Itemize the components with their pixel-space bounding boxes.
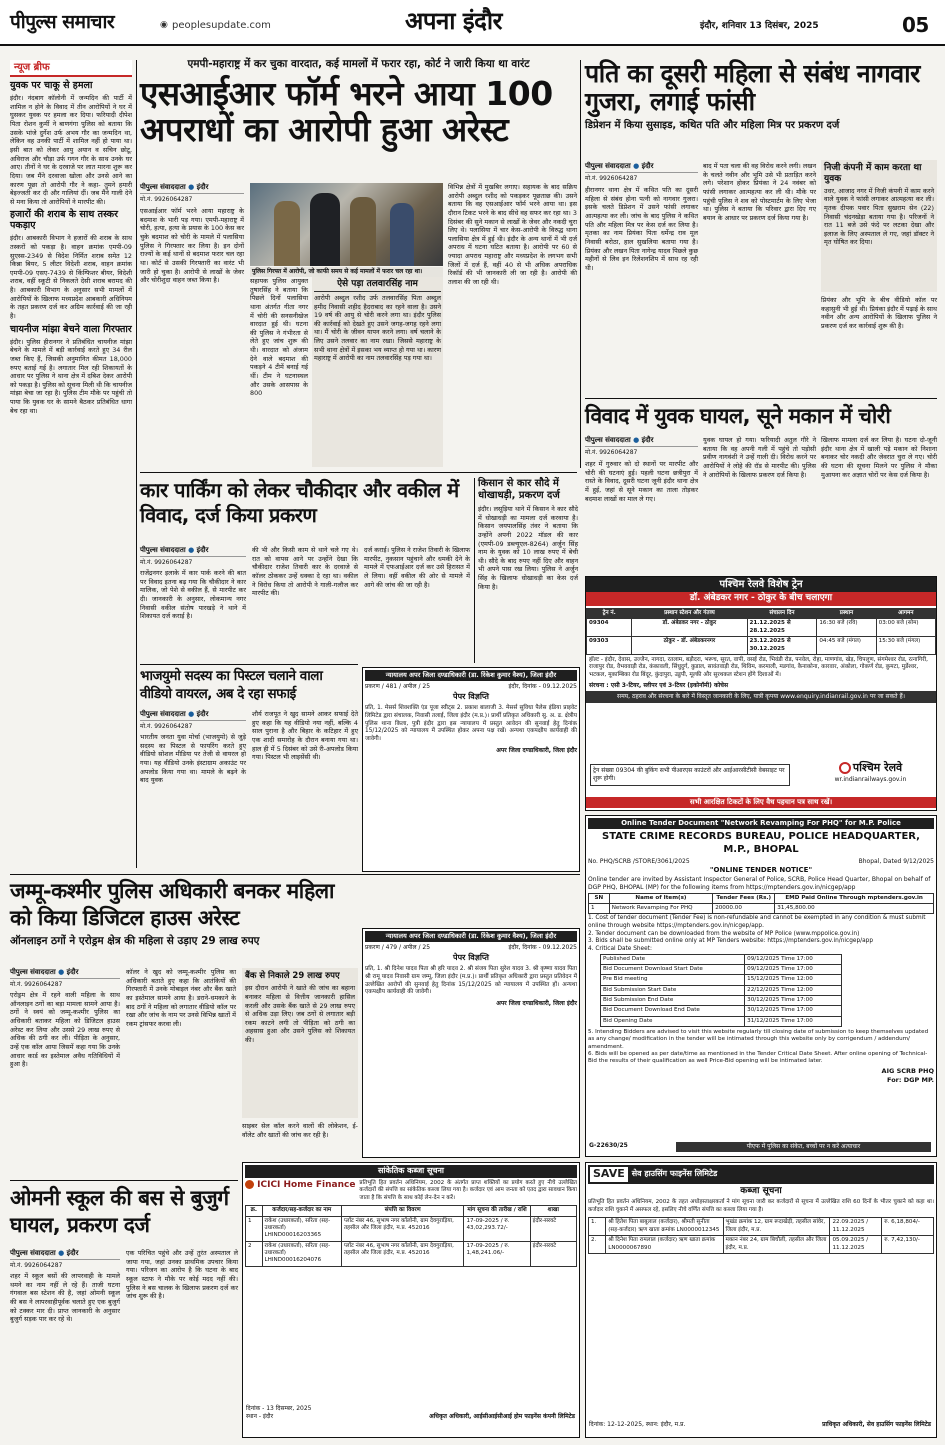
- bus-story: [10, 1185, 241, 1437]
- suicide-headline: पति का दूसरी महिला से संबंध नागवार गुजरा, लगाई फांसी: [585, 59, 920, 116]
- bjym-headline: भाजयुमो सदस्य का पिस्टल चलाने वाला वीडियो वायरल, अब दे रहा सफाई: [140, 668, 323, 702]
- lead-photo-caption: पुलिस गिरफ्त में आरोपी, जो काफी समय से कई मामलों में फरार चल रहा था।: [250, 267, 443, 277]
- parking-col-1: पीपुल्स संवाददाता ● इंदौर मो.नं. 9926064287 राजेंद्रनगर इलाके में कार पार्क करने की बात पर विवाद इतना बढ़ गया कि चौकीदार ने कार मालिक, जो पेशे से वकील हैं, से मारपीट कर दी। जानकारी के अनुसार, लोकमान्य नगर निवासी वकील संतोष पारखड़े ने थाने में शिकायत दर्ज कराई है।: [140, 546, 249, 621]
- tender-code: G-22630/25: [589, 1142, 628, 1149]
- lead-col-3: विभिन्न क्षेत्रों में मुखबिर लगाए। सहायक के बाद सक्रिय आरोपी अब्दुल रशीद को पकड़कर पूछताछ की। उसने बताया कि वह एसआईआर फॉर्म भरने आया था। इस दौरान टिकट भरने के बाद सीधे वह सफर कर रहा था। 3 दिसंबर की सुने मकान से लाखों के जेवर और नकदी चुरा लिए थे। पलासिया में चार केस-आरोपी के विरुद्ध थाना पलासिया क्षेत्र में हुई थी। इंदौर के अन्य थानों में भी दर्ज अपराध में घटना घटित बताया है। आरोपी पर 60 से ज्यादा अपराध महाराष्ट्र और मध्यप्रदेश के लगभग सभी जिलों में दर्ज हैं, वहीं 40 से भी अधिक अपराधिक रिकॉर्ड की भी जानकारी ली जा रही है। आरोपी की तलाश की जा रही थी।: [448, 183, 580, 287]
- dispute-col-2: युवक घायल हो गया। फरियादी अतुल गौरे ने बताया कि वह अपनी गली में पहुंचे तो पड़ोसी प्रवीण नागवंशी ने उन्हें गाली दी। विरोध करने पर आरोपियों ने लोहे की रॉड से मारपीट की। पुलिस ने आरोपियों के खिलाफ प्रकरण दर्ज किया है।: [703, 436, 819, 479]
- railway-website: समय, ठहराव और संरचना के बारे में विस्तृत जानकारी के लिए, यात्री कृपया www.enquiry.indianrail.gov.in पर जा सकते हैं।: [586, 691, 936, 703]
- suicide-story: [585, 59, 940, 395]
- suicide-col-2: बाद में पता चला की वह विरोध करने लगी। लखन के चलते नवीन और भूमि उसे भी प्रताड़ित करने लगे। परेशान होकर प्रियंका ने 24 नवंबर को फांसी लगाकर आत्महत्या कर ली थी। मौके पर पहुंची पुलिस ने शव को पोस्टमार्टम के लिए भेजा था। पुलिस ने बताया कि परिवार द्वारा दिए गए बयान के आधार पर प्रकरण दर्ज किया गया है।: [703, 162, 819, 222]
- parking-headline: कार पार्किंग को लेकर चौकीदार और वकील में विवाद, दर्ज किया प्रकरण: [140, 478, 459, 527]
- dispute-col-1: पीपुल्स संवाददाता ● इंदौर मो.नं. 9926064287 शहर में गुरुवार को दो स्थानों पर मारपीट और चोरी की घटनाएं हुई। पहली घटना छत्रीपुरा में रास्ते के विवाद, दूसरी घटना जूनी इंदौर थाना क्षेत्र में हुई, जहां से सूने मकान का ताला तोड़कर बदमाश लाखों का माल ले गए।: [585, 436, 701, 503]
- lead-story: [140, 58, 580, 468]
- railway-ad: [585, 576, 937, 811]
- save-logo: SAVE: [590, 1167, 628, 1182]
- table-row: 1 Network Revamping For PHQ 20000.00 31,45,800.00: [589, 903, 934, 913]
- court-1-case: प्रकरण / 481 / अपील / 25: [365, 682, 431, 690]
- lead-kicker: एमपी-महाराष्ट्र में कर चुका वारदात, कई मामलों में फरार रहा, कोर्ट ने जारी किया था वारंट: [187, 58, 530, 70]
- table-row: 1. श्री हितेश पिता बाबूलाल (कर्जदार), श्रीमती सुनीता (सह-कर्जदार) ऋण खाता क्रमांक LN0000012345 भूखंड क्रमांक 12, ग्राम रूदाखेड़ी, तहसील सांवेर, जिला इंदौर, म.प्र. 22.09.2025 / 11.12.2025 रु. 6,18,804/-: [589, 1218, 934, 1236]
- tender-notice: [585, 815, 937, 1157]
- save-sign: प्राधिकृत अधिकारी, सेव हाउसिंग फाइनेंस लिमिटेड: [822, 1421, 931, 1428]
- court-notice-2: [362, 928, 580, 1158]
- table-row: Published Date 09/12/2025 Time 17:00: [601, 954, 842, 964]
- tender-sign: AIG SCRB PHQ For: DGP MP.: [881, 1067, 934, 1085]
- kashmir-col-3: साइबर सेल कॉल करने वालों की लोकेशन, ई-वॉलेट और खातों की जांच कर रही है।: [242, 1122, 358, 1139]
- court-2-body: प्रति, 1. श्री दिनेश यादव पिता श्री हरि यादव 2. श्री संजय पिता सुरेश यादव 3. श्री कृष्णा यादव पिता श्री रामू यादव निवासी ग्राम जम्मू, जिला इंदौर (म.प्र.)। प्रार्थी प्रतिकृत अधिकारी द्वारा प्रस्तुत प्रतिवेदन में उल्लेखित आरोपों की सुनवाई हेतु दिनांक 15/12/2025 को न्यायालय में उपस्थित हों। अन्यथा एकपक्षीय कार्यवाही की जावेगी।: [365, 966, 579, 996]
- railway-brand: पश्चिम रेलवे wr.indianrailways.gov.in: [834, 761, 907, 783]
- website-url: peoplesupdate.com: [172, 20, 271, 31]
- court-1-sign: अपर जिला दण्डाधिकारी, जिला इंदौर: [496, 747, 577, 755]
- bus-col-2: एक परिचित पहुंचे और उन्हें तुरंत अस्पताल ले जाया गया, जहां उनका प्राथमिक उपचार किया गया। परिजन का आरोप है कि घटना के बाद स्कूल स्टाफ ने मौके पर कोई मदद नहीं की। पुलिस ने बस चालक के खिलाफ प्रकरण दर्ज कर जांच शुरू की है।: [126, 1249, 241, 1301]
- tender-dates-table: [600, 954, 842, 1028]
- dispute-headline: विवाद में युवक घायल, सूने मकान में चोरी: [585, 404, 891, 428]
- tender-date: Bhopal, Dated 9/12/2025: [858, 857, 934, 865]
- lead-sidebar-body: आरोपी अब्दुल रशीद उर्फ तलवारसिंह पिता अब्दुल हमीद निवासी शहीद हैदराबाद का रहने वाला है। उसने 19 वर्ष की आयु से चोरी करने लगा था। इंदौर पुलिस की कार्रवाई को देखते हुए उसने जगह-जगह रहने लगा था। मैं चोरी के जीवन यापन करने लगा। वर्ष चलाने के लिए उसने तलवार का नाम रखा। जिससे महाराष्ट्र के सभी थाना क्षेत्रों में इसका भय व्याप्त हो गया था। कारण महाराष्ट्र में आरोपी का नाम तलवारसिंह पड़ गया था।: [314, 293, 444, 363]
- railway-note: ट्रेन संख्या 09304 की बुकिंग सभी पीआरएस काउंटरों और आईआरसीटीसी वेबसाइट पर शुरू होगी।: [590, 764, 790, 786]
- table-row: Bid Document Download End Date 30/12/2025 Time 17:00: [601, 1006, 842, 1016]
- brief-body-3: इंदौर। पुलिस हीरानगर ने प्रतिबंधित चायनीज मांझा बेचने के मामले में बड़ी कार्रवाई करते हुए 34 रील जब्त किए हैं, जिसकी अनुमानित कीमत 18,000 रुपए बताई गई है। लगातार मिल रही शिकायतों के आधार पर पुलिस ने थाना क्षेत्र में दबिश देकर आरोपी को पकड़ा है। पुलिस को सूचना मिली थी कि चायनीज मांझा बेचा जा रहा है। पुलिस टीम मौके पर पहुंची तो पाया कि युवक घर के सामने बैठकर प्रतिबंधित धागा बेच रहा था।: [10, 337, 135, 415]
- lead-sidebar-title: ऐसे पड़ा तलवारसिंह नाम: [314, 279, 441, 292]
- tender-intro: Online tender are invited by Assistant Inspector General of Police, SCRB, Police Head Quarter, Bhopal on behalf of DGP PHQ, BHOPAL (MP) for the following items from https://mptenders.gov.in/nicgep/app: [588, 875, 931, 891]
- icici-notice: [242, 1162, 580, 1438]
- table-row: Bid Submission End Date 30/12/2025 Time 17:00: [601, 996, 842, 1006]
- tender-slogan: पीएफ में पुलिस का संकेत, बच्चों पर न करें अत्याचार: [676, 1142, 931, 1152]
- icici-sign: अधिकृत अधिकारी, आईसीआईसीआई होम फाइनेंस कंपनी लिमिटेड: [429, 1413, 575, 1420]
- kashmir-story: [10, 878, 358, 1178]
- dispute-story: [585, 404, 940, 572]
- dispute-col-3: खिलाफ मामला दर्ज कर लिया है। घटना दो-जूनी इंदौर थाना क्षेत्र में खाली पड़े मकान को निशाना बनाकर चोर नकदी और जेवरात चुरा ले गए। चोरी की घटना की सूचना मिलने पर पुलिस ने मौका मुआयना कर अज्ञात चोरों पर केस दर्ज किया है।: [821, 436, 940, 479]
- tender-org: STATE CRIME RECORDS BUREAU, POLICE HEADQUARTER, M.P., BHOPAL: [602, 831, 920, 856]
- kashmir-headline: जम्मू-कश्मीर पुलिस अधिकारी बनकर महिला को किया डिजिटल हाउस अरेस्ट: [10, 879, 334, 931]
- table-row: Bid Document Download Start Date 09/12/2025 Time 17:00: [601, 964, 842, 974]
- icici-table: क्र. कर्जदार/सह-कर्जदार का नाम संपत्ति का विवरण मांग सूचना की तारीख / राशि शाखा 1 राकेश (उधारकर्ता), सरिता (सह-उधारकर्ता) LHIND00016203365 प्लॉट नंबर 46, सुभाष नगर कॉलोनी, ग्राम देवगुराड़िया, तहसील और जिला इंदौर, म.प्र. 452016 17-09-2025 / रु. 43,02,293.72/- इंदौर-सरवटे 2 राकेश (उधारकर्ता), सरिता (सह-उधारकर्ता) LHIND00016204076 प्लॉट नंबर 46, सुभाष नगर कॉलोनी, ग्राम देवगुराड़िया, तहसील और जिला इंदौर, म.प्र. 452016 17-09-2025 / रु. 1,48,241.06/- इंदौर-सरवटे: [245, 1205, 577, 1267]
- parking-story: [140, 478, 473, 658]
- lead-contact: मो.नं. 9926064287: [140, 196, 193, 204]
- table-row: 2. श्री दिनेश पिता रामलाल (कर्जदार) ऋण खाता क्रमांक LN0000067890 मकान नंबर 24, ग्राम बिचौली, तहसील और जिला इंदौर, म.प्र. 05.09.2025 / 11.12.2025 रु. 7,42,130/-: [589, 1236, 934, 1254]
- save-notice: [585, 1162, 937, 1438]
- kashmir-sidebar-body: इस दौरान आरोपी ने खाते की जांच का बहाना बनाकर महिला से वित्तीय जानकारी हासिल करली और उसके बैंक खाते से 29 लाख रुपए से अधिक उड़ा लिए। जब ठगों से लगातार बड़ी रकम काटने लगी तो पीड़िता को ठगी का अहसास हुआ और उसने पुलिस को शिकायत की।: [245, 984, 358, 1045]
- court-1-body: प्रति, 1. मेसर्स शिवशक्ति एंड पूजा स्वीट्स 2. प्रकाश बालाजी 3. मेसर्स सुविधा पैलेस इंडिया प्राइवेट लिमिटेड द्वारा संचालक, निवासी तलाई, जिला इंदौर (म.प्र.)। प्रार्थी प्रतिकृत अधिकारी सु. अ. ढ. क्षेत्रीय पुलिस थाना किला, पुत्री इंदौर द्वारा इस न्यायालय में प्रस्तुत आवेदन की सुनवाई हेतु दिनांक 15/12/2025 को न्यायालय में उपस्थित होकर अपना पक्ष रखें। अन्यथा एकपक्षीय कार्यवाही की जावेगी।: [365, 705, 579, 743]
- save-company: सेव हाउसिंग फाइनेंस लिमिटेड: [631, 1168, 718, 1178]
- kashmir-sidebar-title: बैंक से निकाले 29 लाख रुपए: [245, 971, 340, 981]
- railway-composition: संरचना : एसी 3-टियर, स्लीपर एवं 3-टियर (इकोनॉमी) कोचेस: [589, 681, 728, 689]
- suicide-sidebar-body: उधर, आजाद नगर में निजी कंपनी में काम करने वाले युवक ने फांसी लगाकर आत्महत्या कर ली। मृतक दीपक पवार पिता सुखराम सेन (22) निवासी चंदनखेड़ा बताया गया है। परिजनों ने रात 11 बजे उसे फंदे पर लटका देखा और इलाज के लिए अस्पताल ले गए, जहां डॉक्टर ने मृत घोषित कर दिया।: [824, 186, 937, 247]
- parking-col-2: की भी और किसी काम से थाने चले गए थे। रात को वापस आने पर उन्होंने देखा कि चौकीदार राजेश तिवारी कार के दरवाजे से कॉलर ठोककर उन्हें धक्का दे रहा था। वकील ने विरोध किया तो आरोपी ने गाली-गलौज कर मारपीट की।: [252, 546, 361, 598]
- icici-footer: दिनांक - 13 दिसम्बर, 2025 स्थान - इंदौर: [246, 1405, 312, 1420]
- railway-title: पश्चिम रेलवे विशेष ट्रेन: [586, 577, 936, 592]
- suicide-byline: पीपुल्स संवाददाता ● इंदौर: [585, 162, 698, 173]
- lead-col-1: [140, 183, 247, 468]
- court-1-header: न्यायालय अपर जिला दण्डाधिकारी (डा. रिंकेश कुमार वैश्य), जिला इंदौर: [365, 670, 577, 681]
- brief-headline-2: हजारों की शराब के साथ तस्कर पकड़ाए: [10, 209, 118, 232]
- icici-logo: ICICI Home Finance: [245, 1180, 355, 1203]
- bus-col-1: पीपुल्स संवाददाता ● इंदौर मो.नं. 9926064287 शहर में स्कूल बसों की लापरवाही के मामले थमने का नाम नहीं ले रहे हैं। ताजी घटना गंगवाल बस स्टेशन की है, जहां ओमनी स्कूल की बस ने लापरवाहीपूर्वक चलाते हुए एक बुजुर्ग को टक्कर मार दी। प्राप्त जानकारी के अनुसार बुजुर्ग सड़क पार कर रहे थे।: [10, 1249, 123, 1324]
- suicide-sidebar-title: निजी कंपनी में काम करता था युवक: [824, 163, 922, 184]
- railway-halts: हॉल्ट - इंदौर, देवास, उज्जैन, नागदा, रतलाम, बड़ौदरा, भरूच, सूरत, वापी, वसई रोड, भिवंडी रोड, पनवेल, रोहा, माणगांव, खेड़, चिपलूण, संगमेश्वर रोड, रत्नागिरी, राजापुर रोड, वैभववाड़ी रोड, कंकावली, सिंधुदुर्ग, कुडाल, सावंतवाड़ी रोड, थिविम, करमाली, मडगांव, कैनाकोना, कारवार, अंकोला, गोकर्ण रोड, कुमटा, मुर्डेश्वर, भटकल, मूकाम्बिका रोड बिंदूर, कुंदापुरा, उडुपी, मूल्की और सुरथकल स्टेशन होंगे दिशाओं में।: [589, 656, 928, 678]
- court-2-sign: अपर जिला दण्डाधिकारी, जिला इंदौर: [496, 1000, 577, 1008]
- kashmir-col-2: कॉलर ने खुद को जम्मू-कश्मीर पुलिस का अधिकारी बताते हुए कहा कि आतंकियों की गिरफ्तारी में उनके मोबाइल नंबर और बैंक खाते का इस्तेमाल सामने आया है। डराने-धमकाने के बाद ठगों ने महिला को लगातार वीडियो कॉल पर रखा और जांच के नाम पर उनसे विभिन्न खातों में रकम ट्रांसफर करवा ली।: [126, 968, 239, 1028]
- icici-logo-icon: [245, 1180, 254, 1189]
- tender-banner: Online Tender Document "Network Revamping For PHQ" for M.P. Police: [588, 818, 934, 829]
- save-footer: दिनांक: 12-12-2025, स्थान: इंदौर, म.प्र.: [589, 1421, 686, 1428]
- tender-ref: No. PHQ/SCRB /STORE/3061/2025: [588, 857, 690, 865]
- railway-table: ट्रेन नं. प्रस्थान स्टेशन और गंतव्य संचालन दिन प्रस्थान आगमन 09304 डॉ. अंबेडकर नगर - ठोकुर 21.12.2025 से 28.12.2025 16:30 बजे (रवि) 03:00 बजे (सोम) 09303 ठोकुर - डॉ. अंबेडकरनगर 23.12.2025 से 30.12.2025 04:45 बजे (मंगल) 15:30 बजे (मंगल): [586, 608, 936, 655]
- court-2-header: न्यायालय अपर जिला दण्डाधिकारी (डा. रिंकेश कुमार वैश्य), जिला इंदौर: [365, 931, 577, 942]
- railway-logo-icon: [839, 762, 851, 774]
- brief-body-2: इंदौर। आबकारी विभाग ने हजारों की शराब के साथ तस्करों को पकड़ा है। वाहन क्रमांक एमपी-09 सुएस्स-2349 से विदेश निर्मित शराब समेत 12 किन्ना बियर, 5 लीटर विदेशी शराब, वाहन क्रमांक एमपी-09 एसए-7439 से किंग्फिशर बीयर, विदेशी शराब, वहीं स्कूटी से निकलते देसी शराब बरामद की है। आबकारी विभाग के अनुसार सभी मामलों में आरोपियों के खिलाफ मध्यप्रदेश आबकारी अधिनियम के तहत प्रकरण दर्ज कर अग्रिम कार्रवाई की जा रही है।: [10, 234, 135, 321]
- brief-headline-3: चायनीज मांझा बेचने वाला गिरफ्तार: [10, 323, 132, 335]
- suicide-sidebar: [821, 160, 937, 292]
- suicide-col-1: पीपुल्स संवाददाता ● इंदौर मो.नं. 9926064287 हीरानगर थाना क्षेत्र में कथित पति का दूसरी महिला से संबंध होना पत्नी को नागवार गुजरा। इसके चलते डिप्रेशन में उसने फांसी लगाकर आत्महत्या कर ली। जांच के बाद पुलिस ने कथित पति और महिला मित्र पर केस दर्ज कर लिया है। मृतका का नाम प्रियंका पिता धर्मेन्द्र राव मूल निवासी बरोठा, हाल सुखलिया बताया गया है। प्रियंका और लखन पिता नागेन्द्र यादव पिछले कुछ महीनों से लिव इन रिलेशनशिप में साथ रह रही थी।: [585, 162, 701, 272]
- lead-col-1-text: एसआईआर फॉर्म भरने आया महाराष्ट्र के बदमाश के भारी पड़ गया। एमपी-महाराष्ट्र में चोरी, हत्या, हत्या के प्रयास के 100 केस कर चुके बदमाश को चोरी के मामले में पलासिया पुलिस ने गिरफ्तार कर लिया है। इन दोनों राज्यों के कई थानों से बदमाश फरार चल रहा था। कोर्ट से उसकी गिरफ्तारी का वारंट भी जारी हो चुका है। आरोपी से लाखों के जेवर और चोरीशुदा वाहन जब्त किया है।: [140, 207, 247, 285]
- table-row: 09304 डॉ. अंबेडकर नगर - ठोकुर 21.12.2025 से 28.12.2025 16:30 बजे (रवि) 03:00 बजे (सोम): [587, 619, 936, 637]
- court-2-title: पेपर विज्ञप्ति: [453, 953, 489, 963]
- suicide-col-3: प्रियंका और भूमि के बीच वीडियो कॉल पर कहासुनी भी हुई थी। प्रियंका इंदौर में पढ़ाई के साथ नवीन और अन्य आरोपियों के खिलाफ पुलिस ने प्रकरण दर्ज कर कार्रवाई शुरू की है।: [821, 296, 940, 330]
- table-row: 09303 ठोकुर - डॉ. अंबेडकरनगर 23.12.2025 से 30.12.2025 04:45 बजे (मंगल) 15:30 बजे (मंगल): [587, 637, 936, 655]
- railway-route: डॉ. अंबेडकर नगर - ठोकुर के बीच चलाएगा: [586, 592, 936, 606]
- table-row: Bid Submission Start Date 22/12/2025 Time 12:00: [601, 985, 842, 995]
- tender-table: SN Name of Item(s) Tender Fees (Rs.) EMD Paid Online Through mptenders.gov.in 1 Network Revamping For PHQ 20000.00 31,45,800.00: [588, 893, 934, 915]
- tender-title: "ONLINE TENDER NOTICE": [709, 865, 813, 874]
- court-1-dates: इंदौर, दिनांक - 09.12.2025: [508, 682, 577, 690]
- save-title: कब्जा सूचना: [740, 1185, 782, 1196]
- bjym-col-2: शौर्य राजपूत ने खुद सामने आकर सफाई देते हुए कहा कि यह वीडियो नया नहीं, बल्कि 4 साल पुराना है और बिहार के कटिहार में हुए एक शादी समारोह के दौरान बनाया गया था। हाल ही में 5 दिसंबर को उसे री-अपलोड किया गया। पिस्टल भी लाइसेंसी थी।: [252, 710, 361, 762]
- icici-body: प्रतिभूति हित प्रवर्तन अधिनियम, 2002 के अंतर्गत प्राप्त शक्तियों का प्रयोग करते हुए नीचे उल्लेखित कर्जदारों की संपत्ति का सांकेतिक कब्जा लिया गया है। कर्जदार एवं आम जनता को एतद द्वारा सावधान किया जाता है कि संपत्ति के साथ कोई लेन-देन न करें।: [359, 1179, 579, 1201]
- brand-logo: पीपुल्स समाचार: [10, 11, 115, 33]
- lead-headline: एसआईआर फॉर्म भरने आया 100 अपराधों का आरोपी हुआ अरेस्ट: [140, 73, 553, 150]
- lead-col-2: सहायक पुलिस आयुक्त तुषारसिंह ने बताया कि पिछले दिनों पलासिया थाना अंतर्गत गीता नगर में चोरी की सनसनीखेज वारदात हुई थी। घटना की पुलिस ने गंभीरता से लेते हुए जांच शुरू की थी। वारदात को अंजाम देने वाले बदमाश की पकड़ने 4 टीमें बनाई गई थीं। टीम ने घटनास्थल और उसके आसपास के 800: [250, 277, 311, 398]
- bus-headline: ओमनी स्कूल की बस से बुजुर्ग घायल, प्रकरण दर्ज: [10, 1186, 229, 1238]
- brief-body-1: इंदौर। नंदबाग कॉलोनी में जन्मदिन की पार्टी में शामिल न होने के विवाद में तीन आरोपियों ने घर में घुसकर युवक पर हमला कर दिया। फरियादी दीपेश पिता रोशन कुर्मी ने बाणगंगा पुलिस को बताया कि उसके भांजे दुर्गेश उर्फ अभय गौर का जन्मदिन था, लेकिन वह उनकी पार्टी में शामिल नहीं हो पाया था। इसी बात को लेकर आयु अयान व सचिन छोटू, अविराज और चौड़ा उर्फ गगन गौर के साथ उनके घर आए। तीनों ने घर के दरवाजे पर लात मारना शुरू कर दिया। जब मैंने दरवाजा खोला और उनसे आने का कारण पूछा तो आरोपी गौर ने कहा- तुमने हमारी बेइज्जती कर दी और गालियां दीं। जब मैंने गाली देने से मना किया तो आरोपियों ने मारपीट की।: [10, 94, 135, 206]
- table-row: 1 राकेश (उधारकर्ता), सरिता (सह-उधारकर्ता) LHIND00016203365 प्लॉट नंबर 46, सुभाष नगर कॉलोनी, ग्राम देवगुराड़िया, तहसील और जिला इंदौर, म.प्र. 452016 17-09-2025 / रु. 43,02,293.72/- इंदौर-सरवटे: [246, 1216, 577, 1241]
- table-row: Bid Opening Date 31/12/2025 Time 17:00: [601, 1016, 842, 1026]
- news-brief-label: न्यूज ब्रीफ: [10, 60, 132, 77]
- lead-sidebar: [312, 277, 443, 467]
- farmer-body: इंदौर। लसूड़िया थाने में किसान ने कार सौदे में धोखाधड़ी का मामला दर्ज करवाया है। किसान जयपालसिंह तंवर ने बताया कि उन्होंने अपनी 2022 मॉडल की कार (एमपी-09 डब्ल्यूएल-8264) अर्जुन सिंह नाम के युवक को 10 लाख रुपए में बेची थी। सौदे के बाद रुपए नहीं दिए और वाहन भी अपने पास रख लिया। पुलिस ने अर्जुन सिंह के खिलाफ धोखाधड़ी का केस दर्ज किया है।: [478, 505, 581, 591]
- table-row: 2 राकेश (उधारकर्ता), सरिता (सह-उधारकर्ता) LHIND00016204076 प्लॉट नंबर 46, सुभाष नगर कॉलोनी, ग्राम देवगुराड़िया, तहसील और जिला इंदौर, म.प्र. 452016 17-09-2025 / रु. 1,48,241.06/- इंदौर-सरवटे: [246, 1241, 577, 1266]
- farmer-headline: किसान से कार सौदे में धोखाधड़ी, प्रकरण दर्ज: [478, 478, 560, 501]
- tender-footnotes: 5. Intending Bidders are advised to visit this website regularly till closing date of submission to keep themselves updated as any change/ modification in the tender will be intimated through this website only by corrigendum / addendum/ amendment. 6. Bids will be opened as per date/time as mentioned in the Tender Critical Date Sheet. After online opening of Technical-Bid the results of their qualification as well Price-Bid opening will be intimated later.: [588, 1029, 929, 1065]
- court-notice-1: [362, 667, 580, 872]
- kashmir-subhead: ऑनलाइन ठगों ने एरोड्रम क्षेत्र की महिला से उड़ाए 29 लाख रुपए: [10, 934, 260, 947]
- save-table: [588, 1217, 934, 1254]
- kashmir-col-1: पीपुल्स संवाददाता ● इंदौर मो.नं. 9926064287 एरोड्रम क्षेत्र में रहने वाली महिला के साथ ऑनलाइन ठगों का बड़ा मामला सामने आया है। ठगों ने स्वयं को जम्मू-कश्मीर पुलिस का अधिकारी बताकर महिला को डिजिटल हाउस अरेस्ट कर लिया और उससे 29 लाख रुपए से अधिक की ठगी कर ली। पीड़िता के अनुसार, उन्हें एक कॉल आया जिसमें कहा गया कि उनके आधार कार्ड का इस्तेमाल अवैध गतिविधियों में हुआ है।: [10, 968, 123, 1069]
- kashmir-sidebar: [242, 968, 358, 1118]
- farmer-story: [478, 478, 581, 663]
- court-2-dates: इंदौर, दिनांक - 09.12.2025: [508, 943, 577, 951]
- icici-title: सांकेतिक कब्जा सूचना: [245, 1165, 577, 1178]
- save-body: प्रतिभूति हित प्रवर्तन अधिनियम, 2002 के तहत अधोहस्ताक्षरकर्ता ने मांग सूचना जारी कर कर्जदारों से सूचना में उल्लेखित राशि 60 दिनों के भीतर चुकाने को कहा था। कर्जदार राशि चुकाने में असफल रहे, इसलिए नीचे वर्णित संपत्ति का कब्जा लिया गया है।: [588, 1199, 936, 1213]
- court-1-title: पेपर विज्ञप्ति: [453, 692, 489, 702]
- suicide-subhead: डिप्रेशन में किया सुसाइड, कथित पति और महिला मित्र पर प्रकरण दर्ज: [585, 120, 840, 131]
- page-number: 05: [902, 13, 929, 37]
- brief-headline-1: युवक पर चाकू से हमला: [10, 80, 93, 92]
- railway-footer: सभी आरक्षित टिकटों के लिए वैध पहचान पत्र साथ रखें।: [586, 797, 936, 808]
- bjym-col-1: पीपुल्स संवाददाता ● इंदौर मो.नं. 9926064287 भारतीय जनता युवा मोर्चा (भाजयुमो) से जुड़े सदस्य का पिस्टल से फायरिंग करते हुए वीडियो सोशल मीडिया पर तेजी से वायरल हो गया। यह वीडियो उनके इंस्टाग्राम अकाउंट पर अपलोड किया गया था। मामले के बढ़ने के बाद युवक: [140, 710, 249, 785]
- table-row: Pre Bid meeting 15/12/2025 Time 12:00: [601, 975, 842, 985]
- section-title: अपना इंदौर: [405, 7, 502, 35]
- bjym-story: [140, 668, 361, 868]
- masthead: [0, 0, 945, 46]
- dateline: इंदौर, शनिवार 13 दिसंबर, 2025: [700, 21, 819, 31]
- lead-byline: पीपुल्स संवाददाता ● इंदौर: [140, 183, 244, 194]
- website-icon: ◉: [160, 20, 168, 30]
- suicide-contact: मो.नं. 9926064287: [585, 175, 638, 183]
- news-brief-column: [10, 60, 135, 865]
- court-2-case: प्रकरण / 479 / अपील / 25: [365, 943, 431, 951]
- tender-conditions: 1. Cost of tender document (Tender Fee) is non-refundable and cannot be exempted in any condition & must submit online through website https://mptenders.gov.in/nicgep/app. 2. Tender document can be downloaded from the website of MP Police (www.mppolice.gov.in) 3. Bids shall be submitted online only at MP Tenders website: https://mptenders.gov.in/nicgep/app 4. Critical Date Sheet:: [588, 915, 926, 952]
- lead-photo: [250, 183, 443, 266]
- parking-col-3: दर्ज कराई। पुलिस ने राजेश तिवारी के खिलाफ मारपीट, नुकसान पहुंचाने और धमकी देने के मामले में एफआईआर दर्ज कर उसे हिरासत में ले लिया। वहीं वकील की ओर से मामले में आगे की जांच की जा रही है।: [364, 546, 473, 589]
